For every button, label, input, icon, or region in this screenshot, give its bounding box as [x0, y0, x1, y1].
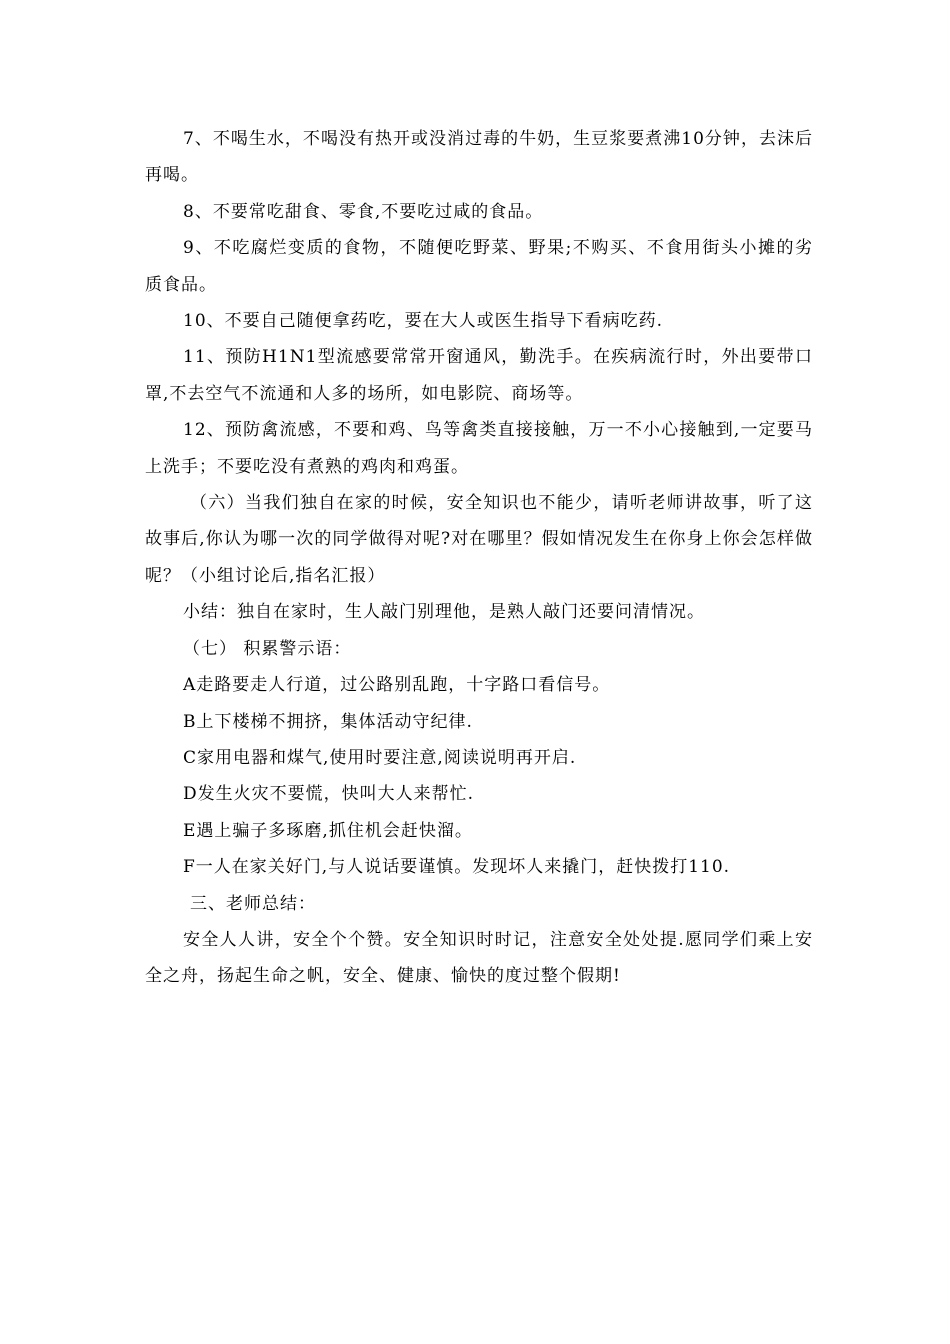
paragraph-item-8: 8、不要常吃甜食、零食,不要吃过咸的食品。 — [183, 201, 544, 222]
warning-phrase-e: E遇上骗子多琢磨,抓住机会赶快溜。 — [183, 820, 473, 841]
warning-phrase-a: A走路要走人行道，过公路别乱跑，十字路口看信号。 — [183, 675, 611, 696]
warning-phrase-d: D发生火灾不要慌，快叫大人来帮忙. — [183, 784, 475, 805]
paragraph-item-9: 9、不吃腐烂变质的食物，不随便吃野菜、野果;不购买、不食用街头小摊的劣质食品。 — [145, 238, 813, 295]
paragraph-section-six: （六）当我们独自在家的时候，安全知识也不能少，请听老师讲故事，听了这故事后,你认为哪一次的同学做得对呢?对在哪里？假如情况发生在你身上你会怎样做呢？（小组讨论后,指名汇报） — [145, 493, 813, 586]
teacher-summary-text: 安全人人讲，安全个个赞。安全知识时时记，注意安全处处提.愿同学们乘上安全之舟，扬起生命之帆，安全、健康、愉快的度过整个假期! — [145, 929, 813, 987]
paragraph-section-seven-heading: （七） 积累警示语： — [183, 638, 352, 659]
warning-phrase-b: B上下楼梯不拥挤，集体活动守纪律. — [183, 711, 473, 732]
teacher-summary-heading: 三、老师总结： — [190, 893, 316, 914]
paragraph-item-11: 11、预防H1N1型流感要常常开窗通风，勤洗手。在疾病流行时，外出要带口罩,不去空气不流通和人多的场所，如电影院、商场等。 — [145, 347, 813, 404]
paragraph-item-10: 10、不要自己随便拿药吃，要在大人或医生指导下看病吃药. — [183, 311, 664, 332]
document-body — [145, 121, 813, 995]
paragraph-summary: 小结：独自在家时，生人敲门别理他，是熟人敲门还要问清情况。 — [183, 602, 705, 623]
warning-phrase-f: F一人在家关好门,与人说话要谨慎。发现坏人来撬门，赶快拨打110. — [183, 857, 731, 878]
paragraph-item-12: 12、预防禽流感，不要和鸡、鸟等禽类直接接触，万一不小心接触到,一定要马上洗手；不要吃没有煮熟的鸡肉和鸡蛋。 — [145, 420, 813, 477]
paragraph-item-7: 7、不喝生水，不喝没有热开或没消过毒的牛奶，生豆浆要煮沸10分钟，去沫后再喝。 — [145, 129, 813, 186]
warning-phrase-c: C家用电器和煤气,使用时要注意,阅读说明再开启. — [183, 747, 577, 768]
